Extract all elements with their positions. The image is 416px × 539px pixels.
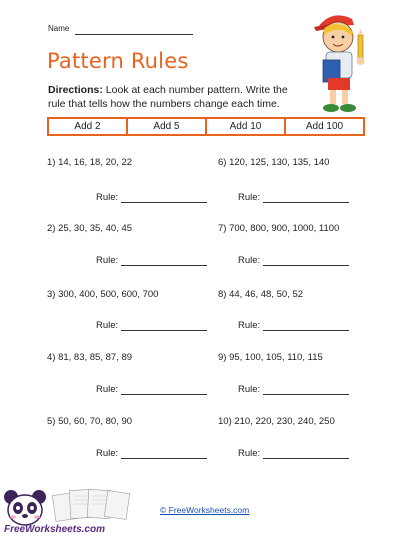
rule-answer-5[interactable] [96,448,207,459]
problem-3: 3) 300, 400, 500, 600, 700 [47,289,159,300]
answer-line[interactable] [121,321,207,331]
problem-2: 2) 25, 30, 35, 40, 45 [47,223,133,234]
directions [48,83,298,111]
answer-line[interactable] [121,449,207,459]
problem-9: 9) 95, 100, 105, 110, 115 [218,352,323,363]
rule-answer-10[interactable] [238,448,349,459]
answer-line[interactable] [121,256,207,266]
word-bank-item: Add 2 [49,119,128,134]
rule-answer-7[interactable] [238,255,349,266]
problem-8: 8) 44, 46, 48, 50, 52 [218,289,304,300]
rule-answer-8[interactable] [238,320,349,331]
rule-label: Rule: [96,448,119,459]
answer-line[interactable] [121,385,207,395]
name-label: Name [48,24,70,33]
rule-label: Rule: [96,384,119,395]
directions-text: Look at each number pattern. Write the rule that tells how the numbers change each time. [48,84,288,110]
problem-4: 4) 81, 83, 85, 87, 89 [47,352,133,363]
rule-label: Rule: [238,320,261,331]
rule-label: Rule: [96,192,119,203]
problem-6: 6) 120, 125, 130, 135, 140 [218,157,330,168]
rule-answer-2[interactable] [96,255,207,266]
copyright-link[interactable]: © FreeWorksheets.com [160,505,250,515]
page-title: Pattern Rules [47,49,189,73]
rule-label: Rule: [238,192,261,203]
problem-1: 1) 14, 16, 18, 20, 22 [47,157,133,168]
problem-10: 10) 210, 220, 230, 240, 250 [218,416,335,427]
rule-answer-3[interactable] [96,320,207,331]
word-bank-item: Add 5 [128,119,207,134]
rule-label: Rule: [96,320,119,331]
name-field-line[interactable] [75,34,193,35]
answer-line[interactable] [263,193,349,203]
rule-label: Rule: [238,448,261,459]
rule-answer-6[interactable] [238,192,349,203]
word-bank-item: Add 10 [207,119,286,134]
panda-logo-icon [2,488,48,528]
answer-line[interactable] [263,256,349,266]
rule-label: Rule: [238,384,261,395]
answer-line[interactable] [263,321,349,331]
worksheet-thumbnails-icon [50,484,138,522]
rule-label: Rule: [238,255,261,266]
problem-7: 7) 700, 800, 900, 1000, 1100 [218,223,340,234]
problem-5: 5) 50, 60, 70, 80, 90 [47,416,133,427]
rule-answer-4[interactable] [96,384,207,395]
directions-lead: Directions: [48,84,103,96]
answer-line[interactable] [263,385,349,395]
word-bank-item: Add 100 [305,121,344,132]
site-logo-text: FreeWorksheets.com [4,524,105,535]
answer-line[interactable] [121,193,207,203]
word-bank [47,117,365,136]
answer-line[interactable] [263,449,349,459]
rule-label: Rule: [96,255,119,266]
rule-answer-9[interactable] [238,384,349,395]
student-illustration [296,5,384,117]
rule-answer-1[interactable] [96,192,207,203]
